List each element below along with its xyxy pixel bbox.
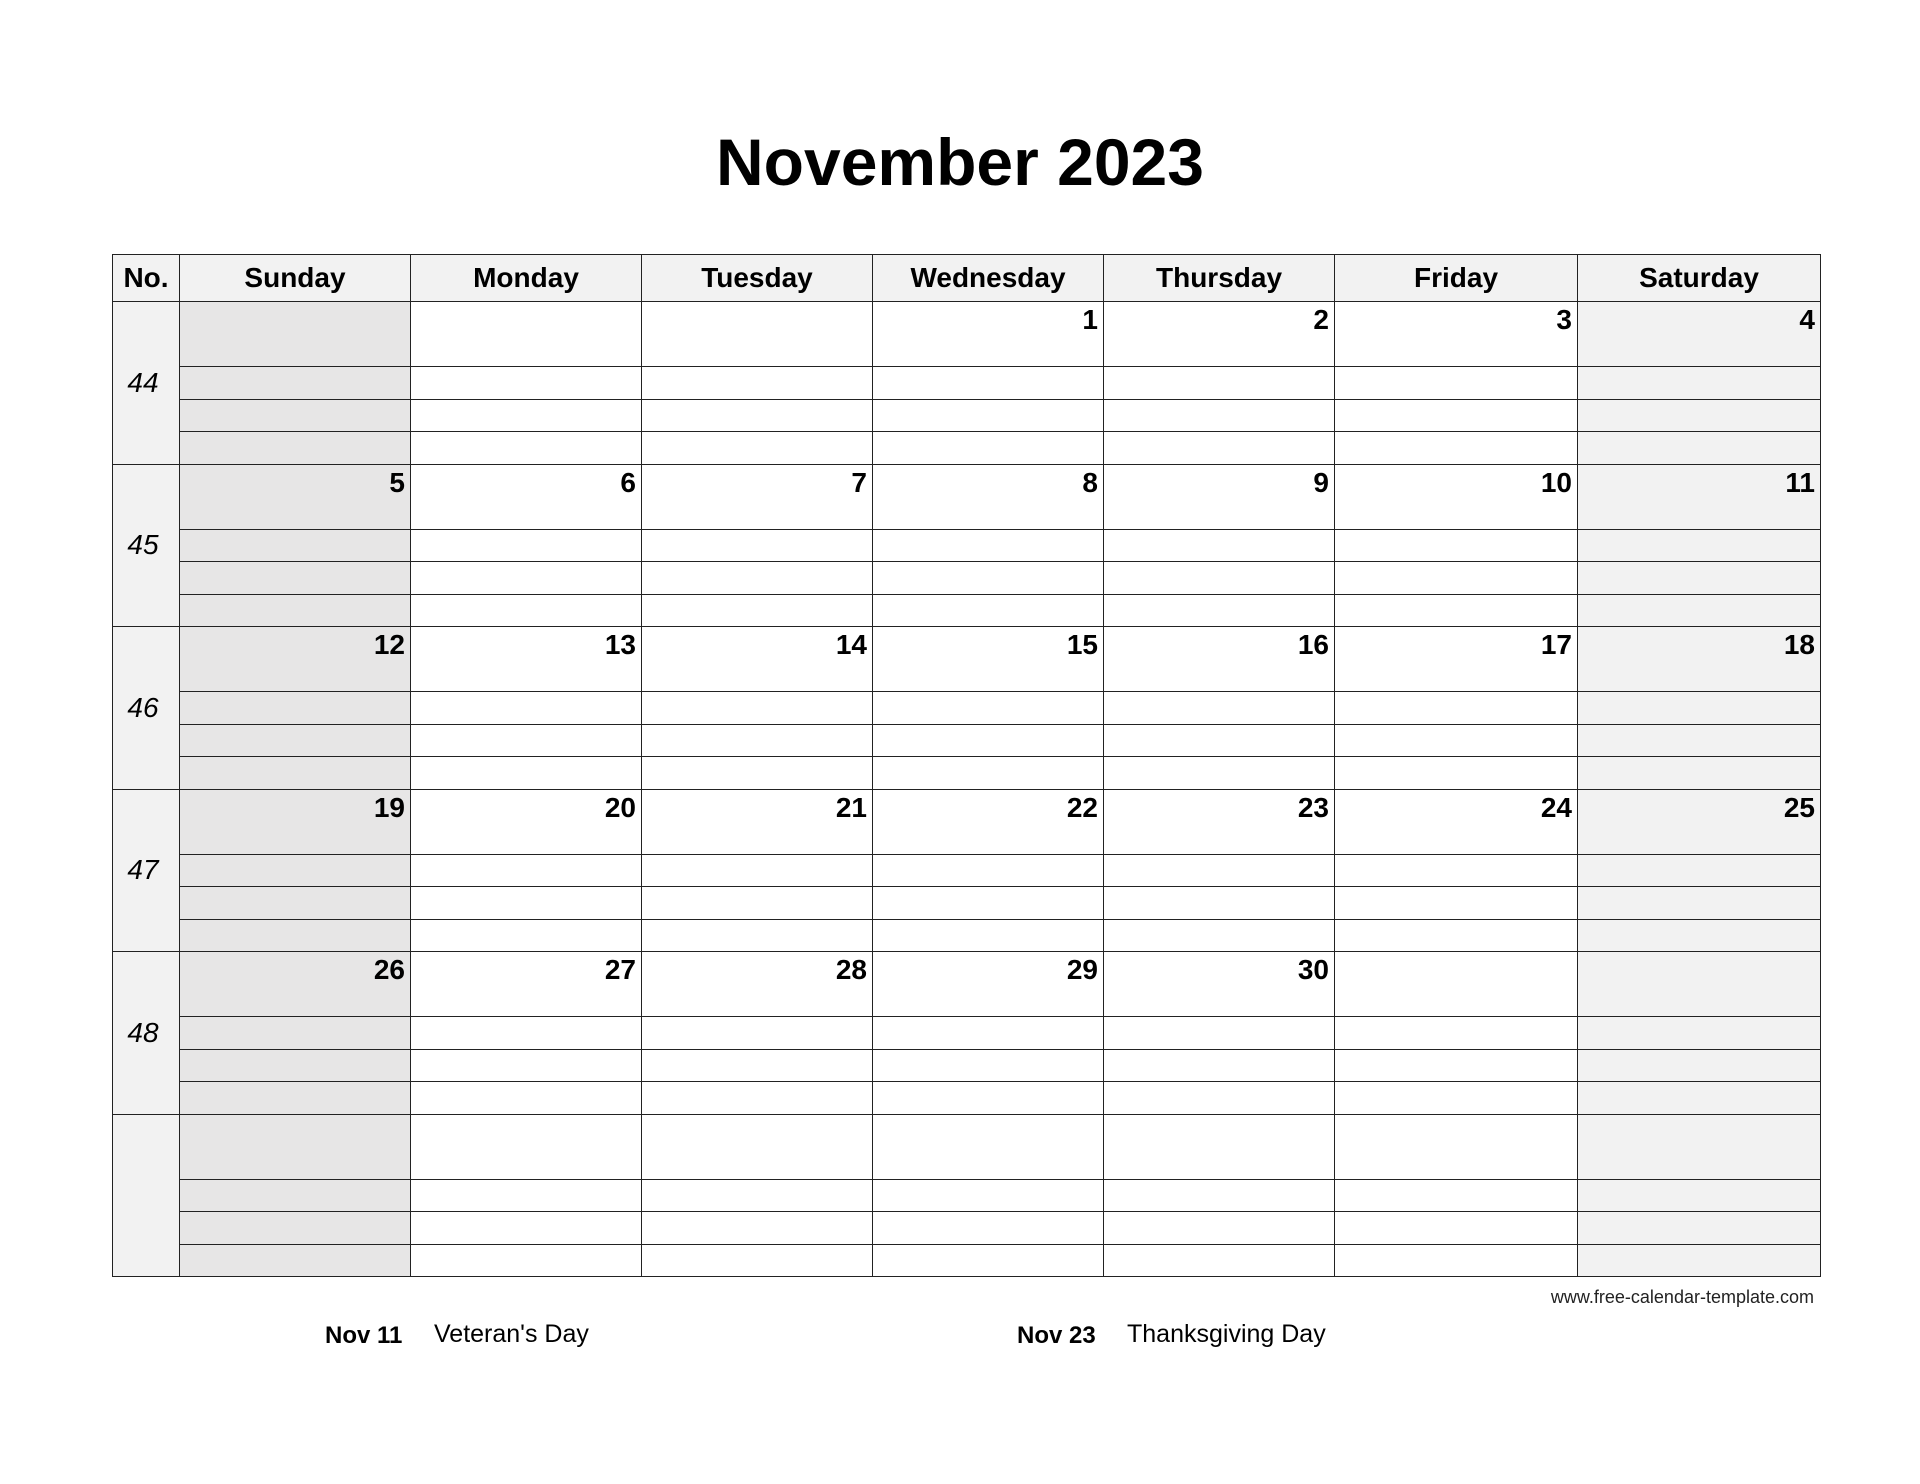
note-line <box>642 562 873 595</box>
note-line <box>873 757 1104 790</box>
day-cell: 5 <box>180 464 411 529</box>
note-line <box>873 1082 1104 1115</box>
note-line <box>180 399 411 432</box>
note-line <box>1104 594 1335 627</box>
note-line <box>1335 1179 1578 1212</box>
note-line-row <box>113 562 1821 595</box>
note-line-row <box>113 432 1821 465</box>
note-line <box>642 529 873 562</box>
website-url: www.free-calendar-template.com <box>1550 1287 1814 1307</box>
note-line <box>1335 724 1578 757</box>
note-line <box>1104 399 1335 432</box>
day-cell <box>1578 952 1821 1017</box>
note-line <box>1335 757 1578 790</box>
note-line <box>1578 1212 1821 1245</box>
week-number: 47 <box>113 789 180 952</box>
note-line <box>411 399 642 432</box>
day-cell: 24 <box>1335 789 1578 854</box>
day-cell: 18 <box>1578 627 1821 692</box>
note-line <box>1335 919 1578 952</box>
note-line <box>1104 432 1335 465</box>
day-cell: 13 <box>411 627 642 692</box>
note-line <box>1578 919 1821 952</box>
note-line <box>642 692 873 725</box>
note-line <box>1578 1049 1821 1082</box>
note-line <box>642 854 873 887</box>
note-line <box>1104 854 1335 887</box>
note-line <box>180 724 411 757</box>
note-line <box>180 1049 411 1082</box>
day-cell: 20 <box>411 789 642 854</box>
day-cell <box>180 302 411 367</box>
note-line <box>873 594 1104 627</box>
note-line <box>642 919 873 952</box>
note-line-row <box>113 594 1821 627</box>
note-line <box>873 887 1104 920</box>
note-line-row <box>113 529 1821 562</box>
note-line <box>411 1212 642 1245</box>
note-line <box>1578 1244 1821 1277</box>
note-line <box>873 1049 1104 1082</box>
week-number: 45 <box>113 464 180 627</box>
note-line-row <box>113 692 1821 725</box>
note-line <box>180 1244 411 1277</box>
day-cell: 8 <box>873 464 1104 529</box>
note-line <box>1104 1017 1335 1050</box>
note-line <box>1335 594 1578 627</box>
note-line <box>873 1179 1104 1212</box>
day-cell: 22 <box>873 789 1104 854</box>
note-line <box>1104 562 1335 595</box>
header-friday: Friday <box>1335 255 1578 302</box>
note-line <box>180 367 411 400</box>
note-line <box>1335 432 1578 465</box>
note-line <box>180 562 411 595</box>
note-line <box>873 367 1104 400</box>
note-line <box>1578 1017 1821 1050</box>
note-line <box>411 692 642 725</box>
note-line <box>1335 854 1578 887</box>
week-number: 46 <box>113 627 180 790</box>
note-line <box>873 529 1104 562</box>
note-line <box>180 1082 411 1115</box>
week-number <box>113 1114 180 1277</box>
note-line <box>1578 562 1821 595</box>
day-cell: 26 <box>180 952 411 1017</box>
note-line <box>873 854 1104 887</box>
week-number: 48 <box>113 952 180 1115</box>
note-line <box>642 724 873 757</box>
note-line-row <box>113 854 1821 887</box>
note-line-row <box>113 887 1821 920</box>
day-cell: 9 <box>1104 464 1335 529</box>
note-line-row <box>113 757 1821 790</box>
header-monday: Monday <box>411 255 642 302</box>
day-cell: 30 <box>1104 952 1335 1017</box>
holiday-name: Veteran's Day <box>434 1320 589 1348</box>
note-line-row <box>113 1049 1821 1082</box>
note-line <box>873 919 1104 952</box>
note-line <box>1578 367 1821 400</box>
note-line <box>180 692 411 725</box>
note-line <box>1578 529 1821 562</box>
note-line <box>642 1179 873 1212</box>
note-line-row <box>113 919 1821 952</box>
note-line <box>1335 562 1578 595</box>
note-line <box>1104 1049 1335 1082</box>
note-line <box>873 399 1104 432</box>
note-line <box>1335 1244 1578 1277</box>
note-line <box>411 1049 642 1082</box>
note-line <box>1104 367 1335 400</box>
note-line <box>1335 1017 1578 1050</box>
day-cell: 17 <box>1335 627 1578 692</box>
note-line <box>180 887 411 920</box>
holiday-date: Nov 11 <box>325 1322 403 1349</box>
header-tuesday: Tuesday <box>642 255 873 302</box>
note-line <box>1578 1179 1821 1212</box>
header-saturday: Saturday <box>1578 255 1821 302</box>
note-line <box>411 1017 642 1050</box>
note-line <box>1104 724 1335 757</box>
week-row <box>113 464 1821 529</box>
note-line <box>1578 1082 1821 1115</box>
note-line <box>642 1244 873 1277</box>
note-line <box>411 919 642 952</box>
note-line <box>1104 529 1335 562</box>
note-line <box>642 1017 873 1050</box>
note-line <box>180 594 411 627</box>
note-line <box>411 367 642 400</box>
note-line <box>873 1212 1104 1245</box>
day-cell: 1 <box>873 302 1104 367</box>
header-thursday: Thursday <box>1104 255 1335 302</box>
note-line-row <box>113 1244 1821 1277</box>
note-line <box>411 887 642 920</box>
note-line <box>1335 1212 1578 1245</box>
note-line <box>873 1244 1104 1277</box>
day-cell <box>1104 1114 1335 1179</box>
day-cell: 29 <box>873 952 1104 1017</box>
note-line <box>411 562 642 595</box>
header-row <box>113 255 1821 302</box>
note-line-row <box>113 1082 1821 1115</box>
note-line <box>642 594 873 627</box>
week-row <box>113 789 1821 854</box>
header-wednesday: Wednesday <box>873 255 1104 302</box>
day-cell <box>1578 1114 1821 1179</box>
note-line <box>1104 1212 1335 1245</box>
day-cell: 23 <box>1104 789 1335 854</box>
day-cell <box>1335 952 1578 1017</box>
day-cell: 6 <box>411 464 642 529</box>
note-line <box>1578 432 1821 465</box>
note-line <box>1104 692 1335 725</box>
week-row <box>113 627 1821 692</box>
note-line <box>873 1017 1104 1050</box>
note-line <box>873 432 1104 465</box>
note-line <box>411 1082 642 1115</box>
note-line <box>180 1179 411 1212</box>
note-line <box>1335 692 1578 725</box>
note-line <box>1104 919 1335 952</box>
note-line <box>411 1179 642 1212</box>
day-cell <box>180 1114 411 1179</box>
holiday-date: Nov 23 <box>1017 1322 1096 1349</box>
note-line <box>642 757 873 790</box>
note-line <box>642 367 873 400</box>
note-line-row <box>113 1179 1821 1212</box>
note-line <box>1335 887 1578 920</box>
note-line <box>1104 757 1335 790</box>
note-line <box>1578 854 1821 887</box>
note-line <box>180 1212 411 1245</box>
note-line <box>1578 692 1821 725</box>
day-cell: 4 <box>1578 302 1821 367</box>
note-line <box>411 529 642 562</box>
note-line <box>180 854 411 887</box>
header-sunday: Sunday <box>180 255 411 302</box>
day-cell <box>411 1114 642 1179</box>
note-line-row <box>113 1017 1821 1050</box>
day-cell <box>642 302 873 367</box>
day-cell <box>642 1114 873 1179</box>
day-cell: 3 <box>1335 302 1578 367</box>
note-line-row <box>113 724 1821 757</box>
day-cell: 19 <box>180 789 411 854</box>
note-line <box>1335 1049 1578 1082</box>
note-line <box>642 1082 873 1115</box>
note-line <box>1104 1082 1335 1115</box>
note-line <box>642 887 873 920</box>
calendar-grid <box>112 254 1821 1277</box>
note-line <box>1578 594 1821 627</box>
note-line <box>1578 757 1821 790</box>
day-cell <box>1335 1114 1578 1179</box>
day-cell: 16 <box>1104 627 1335 692</box>
note-line <box>1335 367 1578 400</box>
day-cell: 10 <box>1335 464 1578 529</box>
week-row <box>113 952 1821 1017</box>
calendar-body <box>113 302 1821 1277</box>
note-line <box>642 1049 873 1082</box>
note-line <box>873 562 1104 595</box>
day-cell: 27 <box>411 952 642 1017</box>
note-line <box>1335 529 1578 562</box>
day-cell: 21 <box>642 789 873 854</box>
note-line <box>1104 887 1335 920</box>
note-line <box>642 432 873 465</box>
week-number: 44 <box>113 302 180 465</box>
day-cell: 15 <box>873 627 1104 692</box>
note-line <box>411 757 642 790</box>
day-cell: 12 <box>180 627 411 692</box>
note-line <box>411 432 642 465</box>
note-line <box>1104 1179 1335 1212</box>
day-cell <box>411 302 642 367</box>
note-line <box>180 919 411 952</box>
note-line <box>1578 399 1821 432</box>
note-line <box>411 594 642 627</box>
note-line-row <box>113 1212 1821 1245</box>
day-cell: 2 <box>1104 302 1335 367</box>
note-line-row <box>113 367 1821 400</box>
note-line <box>180 757 411 790</box>
note-line <box>411 1244 642 1277</box>
note-line <box>1578 887 1821 920</box>
note-line <box>411 854 642 887</box>
note-line <box>642 399 873 432</box>
note-line <box>1335 399 1578 432</box>
day-cell: 7 <box>642 464 873 529</box>
header-week-number: No. <box>113 255 180 302</box>
day-cell: 11 <box>1578 464 1821 529</box>
note-line <box>411 724 642 757</box>
note-line-row <box>113 399 1821 432</box>
holiday-name: Thanksgiving Day <box>1127 1320 1326 1348</box>
day-cell: 14 <box>642 627 873 692</box>
day-cell <box>873 1114 1104 1179</box>
day-cell: 28 <box>642 952 873 1017</box>
calendar-title: November 2023 <box>716 125 1204 199</box>
week-row <box>113 1114 1821 1179</box>
note-line <box>642 1212 873 1245</box>
note-line <box>180 432 411 465</box>
day-cell: 25 <box>1578 789 1821 854</box>
note-line <box>180 529 411 562</box>
note-line <box>1335 1082 1578 1115</box>
week-row <box>113 302 1821 367</box>
note-line <box>873 724 1104 757</box>
note-line <box>873 692 1104 725</box>
note-line <box>1104 1244 1335 1277</box>
note-line <box>180 1017 411 1050</box>
note-line <box>1578 724 1821 757</box>
